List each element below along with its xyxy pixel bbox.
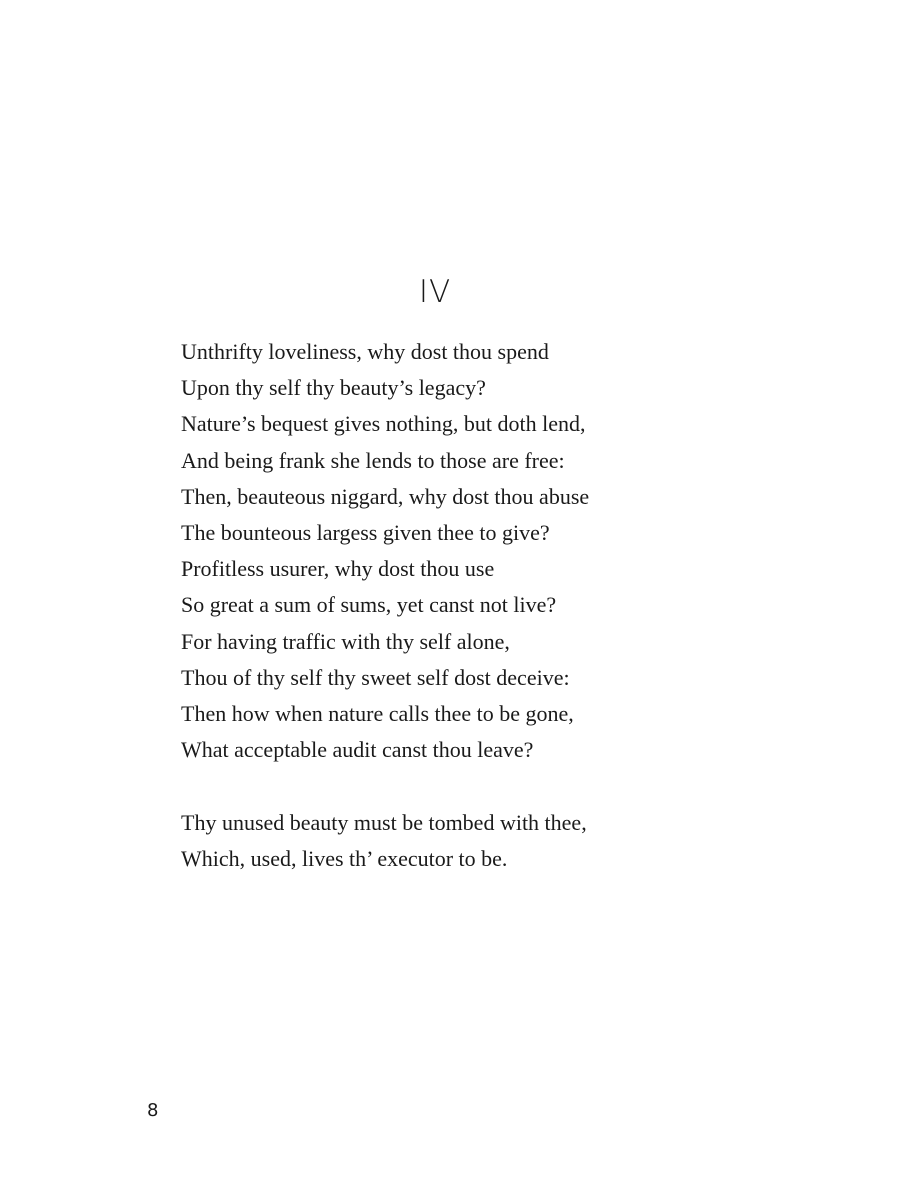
poem-line: Upon thy self thy beauty’s legacy? xyxy=(181,375,486,401)
poem-line: Profitless usurer, why dost thou use xyxy=(181,556,495,582)
couplet-line: Which, used, lives th’ executor to be. xyxy=(181,846,508,872)
sonnet-body xyxy=(181,334,589,768)
sonnet-couplet xyxy=(181,805,587,877)
page-number: 8 xyxy=(147,1100,159,1121)
poem-line: And being frank she lends to those are free: xyxy=(181,447,565,473)
sonnet-title: IV xyxy=(418,274,452,310)
poem-line: Thou of thy self thy sweet self dost deceive: xyxy=(181,664,570,690)
poem-line: So great a sum of sums, yet canst not live? xyxy=(181,592,557,618)
poem-line: The bounteous largess given thee to give? xyxy=(181,519,550,545)
poem-line: Unthrifty loveliness, why dost thou spend xyxy=(181,339,549,364)
poem-line: Nature’s bequest gives nothing, but doth lend, xyxy=(181,411,586,437)
poem-line: Then how when nature calls thee to be gone, xyxy=(181,700,574,726)
poem-line: What acceptable audit canst thou leave? xyxy=(181,737,534,763)
poem-line: For having traffic with thy self alone, xyxy=(181,628,510,654)
couplet-line: Thy unused beauty must be tombed with thee, xyxy=(181,810,587,835)
poem-line: Then, beauteous niggard, why dost thou abuse xyxy=(181,483,590,509)
